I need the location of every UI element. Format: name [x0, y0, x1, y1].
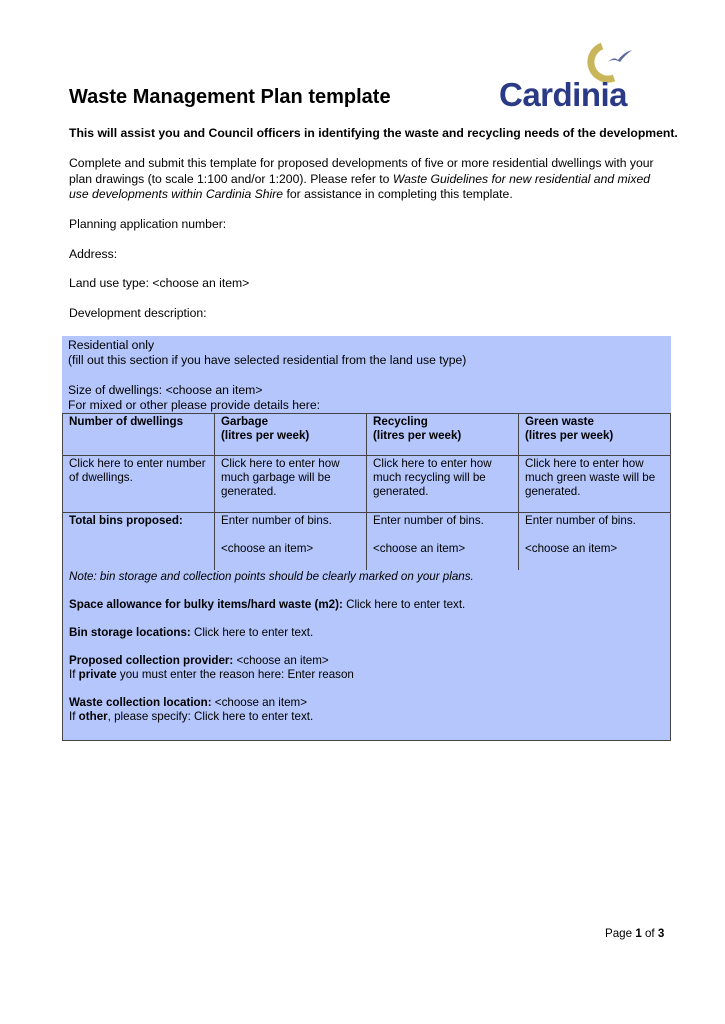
address-field[interactable]: Address:	[69, 247, 118, 261]
page-title: Waste Management Plan template	[69, 86, 391, 108]
garbage-input[interactable]: Click here to enter how much garbage will be generated.	[215, 456, 367, 513]
waste-table	[62, 413, 671, 571]
land-use-field[interactable]: Land use type: <choose an item>	[69, 276, 250, 290]
table-header-row	[63, 414, 671, 456]
bins-input[interactable]: Enter number of bins.	[221, 514, 332, 527]
dwellings-input[interactable]: Click here to enter number of dwellings.	[63, 456, 215, 513]
intro-bold: This will assist you and Council officers in identifying the waste and recycling needs of the development.	[69, 126, 678, 140]
collection-provider-field[interactable]: Proposed collection provider: <choose an item>	[69, 654, 329, 667]
other-specify-field[interactable]: If other, please specify: Click here to enter text.	[69, 710, 314, 723]
collection-location-field[interactable]: Waste collection location: <choose an item>	[69, 696, 307, 709]
land-use-dropdown[interactable]: <choose an item>	[152, 276, 250, 290]
residential-section	[62, 336, 671, 414]
bin-type-dropdown[interactable]: <choose an item>	[525, 542, 618, 555]
bin-type-dropdown[interactable]: <choose an item>	[221, 542, 314, 555]
cardinia-logo	[496, 42, 636, 118]
header-cell: Green waste (litres per week)	[519, 414, 671, 456]
green-waste-input[interactable]: Click here to enter how much green waste will be generated.	[519, 456, 671, 513]
green-bins-cell	[519, 513, 671, 571]
note: Note: bin storage and collection points should be clearly marked on your plans.	[69, 570, 474, 583]
garbage-bins-cell	[215, 513, 367, 571]
total-bins-label: Total bins proposed:	[63, 513, 215, 571]
bins-input[interactable]: Enter number of bins.	[373, 514, 484, 527]
bins-input[interactable]: Enter number of bins.	[525, 514, 636, 527]
development-description-field[interactable]: Development description:	[69, 306, 207, 320]
planning-number-label: Planning application number:	[69, 217, 227, 231]
logo-text: Cardinia	[499, 76, 628, 113]
mixed-details-field[interactable]: For mixed or other please provide details here:	[68, 398, 321, 412]
header-cell: Number of dwellings	[63, 414, 215, 456]
header-cell: Garbage (litres per week)	[215, 414, 367, 456]
bin-type-dropdown[interactable]: <choose an item>	[373, 542, 466, 555]
table-row	[63, 513, 671, 571]
recycling-bins-cell	[367, 513, 519, 571]
recycling-input[interactable]: Click here to enter how much recycling will be generated.	[367, 456, 519, 513]
bin-storage-field[interactable]: Bin storage locations: Click here to enter text.	[69, 626, 314, 639]
bottom-section	[62, 570, 671, 741]
table-row	[63, 456, 671, 513]
header-cell: Recycling (litres per week)	[367, 414, 519, 456]
space-allowance-field[interactable]: Space allowance for bulky items/hard waste (m2): Click here to enter text.	[69, 598, 466, 611]
private-reason-field[interactable]: If private you must enter the reason here: Enter reason	[69, 668, 354, 681]
page-number: Page 1 of 3	[605, 927, 665, 940]
size-dropdown[interactable]: <choose an item>	[165, 383, 263, 397]
section-subheading: (fill out this section if you have selected residential from the land use type)	[68, 353, 467, 367]
section-heading: Residential only	[68, 338, 155, 352]
size-of-dwellings: Size of dwellings: <choose an item>	[68, 383, 263, 397]
intro-text: Complete and submit this template for proposed developments of five or more residential dwellings with your plan drawings (to scale 1:100 and/or 1:200). Please refer to Waste Guidelines for new residential and mixed use developments within Cardinia Shire for assistance in completing this template.	[69, 156, 654, 201]
